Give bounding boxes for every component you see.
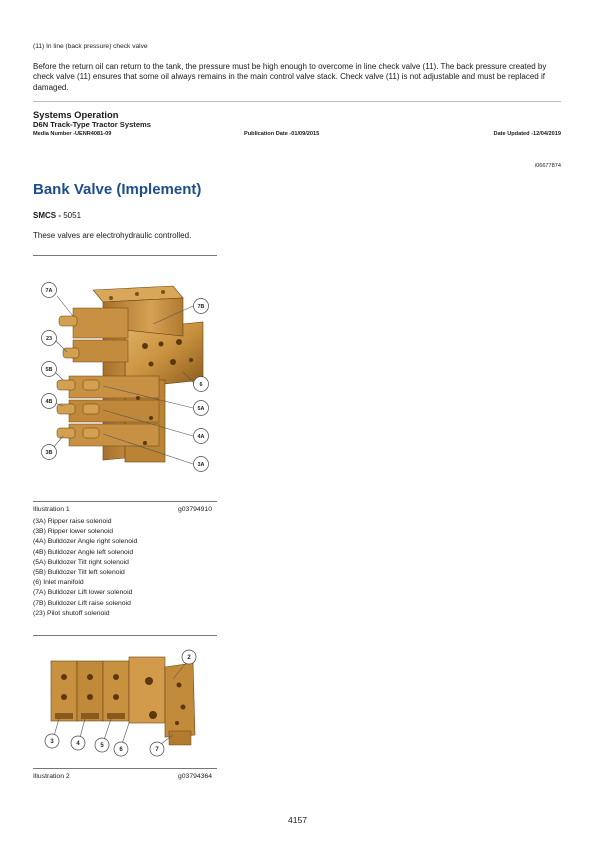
- callout-3a: 3A: [197, 462, 205, 468]
- legend-item: (7B) Bulldozer Lift raise solenoid: [33, 599, 131, 607]
- header-divider: [33, 101, 561, 102]
- doc-id: i06677874: [534, 163, 561, 169]
- callout-4b: 4B: [45, 399, 53, 405]
- illustration2-caption: Illustration 2: [33, 773, 70, 780]
- illustration2-graphic-id: g03794364: [178, 773, 213, 780]
- callout-3: 3: [50, 739, 54, 745]
- description: These valves are electrohydraulic controlled.: [33, 231, 192, 240]
- callout-5b: 5B: [45, 367, 53, 373]
- publication-date: Publication Date -01/09/2015: [244, 131, 320, 137]
- illustration2-bottom-rule: [33, 768, 217, 769]
- media-number: Media Number -UENR4081-09: [33, 131, 112, 137]
- systems-title: Systems Operation: [33, 109, 119, 120]
- callout-7a: 7A: [45, 288, 53, 294]
- legend-item: (23) Pilot shutoff solenoid: [33, 609, 110, 617]
- callout-6: 6: [199, 382, 203, 388]
- illustration2-top-rule: [33, 635, 217, 636]
- legend-item: (3A) Ripper raise solenoid: [33, 518, 112, 525]
- legend-item: (5A) Bulldozer Tilt right solenoid: [33, 558, 129, 566]
- smcs-line: [33, 211, 81, 220]
- callout-23: 23: [46, 336, 52, 342]
- callout-4a: 4A: [197, 434, 205, 440]
- legend-item: (3B) Ripper lower solenoid: [33, 528, 114, 536]
- legend-item: (4A) Bulldozer Angle right solenoid: [33, 538, 138, 546]
- callout-2: 2: [187, 655, 191, 661]
- page-number: 4157: [287, 815, 308, 825]
- legend-item: (4B) Bulldozer Angle left solenoid: [33, 548, 134, 556]
- legend-item: (6) Inlet manifold: [33, 579, 84, 587]
- top-caption: (11) In line (back pressure) check valve: [33, 43, 148, 50]
- legend-item: (7A) Bulldozer Lift lower solenoid: [33, 589, 133, 597]
- illustration1-graphic-id: g03794910: [178, 506, 213, 513]
- illustration1-image: [33, 268, 217, 498]
- systems-subtitle: D6N Track-Type Tractor Systems: [33, 120, 152, 129]
- smcs-label: SMCS -: [33, 211, 64, 220]
- illustration1-bottom-rule: [33, 501, 217, 502]
- illustration1-legend: [33, 517, 137, 619]
- illustration1-top-rule: [33, 255, 217, 256]
- callout-3b: 3B: [45, 450, 53, 456]
- callout-4: 4: [76, 741, 80, 747]
- callout-7: 7: [155, 747, 159, 753]
- illustration1-caption: Illustration 1: [33, 506, 70, 513]
- date-updated: Date Updated -12/04/2019: [493, 131, 561, 137]
- smcs-code: 5051: [63, 211, 82, 220]
- callout-5a: 5A: [197, 406, 205, 412]
- callout-7b: 7B: [197, 304, 205, 310]
- illustration2-image: [33, 645, 217, 763]
- intro-paragraph: Before the return oil can return to the tank, the pressure must be high enough to overcome in line check valve (11). The back pressure created by check valve (11) ensures that some oil always remains in the main control valve stack. Check valve (11) is not adjustable and must be replaced if damaged.: [33, 62, 547, 92]
- callout-5: 5: [100, 743, 104, 749]
- callout-6: 6: [119, 747, 123, 753]
- legend-item: (5B) Bulldozer Tilt left solenoid: [33, 569, 125, 577]
- section-title: Bank Valve (Implement): [33, 181, 202, 198]
